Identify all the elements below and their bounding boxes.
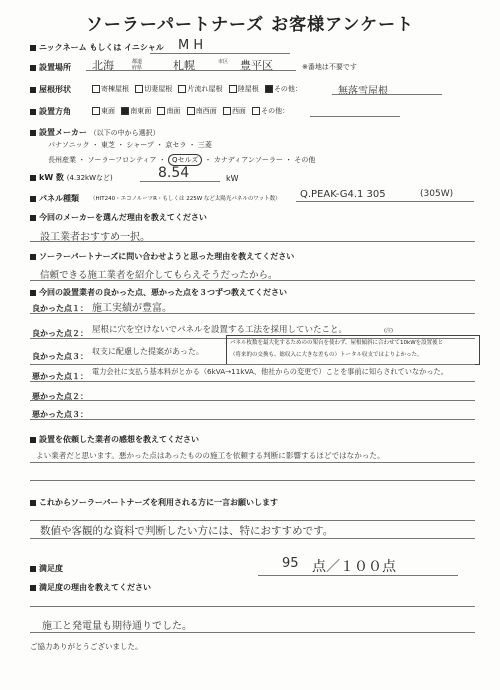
maker-row2: 長州産業 ・ ソーラーフロンティア ・ Qセルズ ・ カナディアンソーラー ・ その他: [48, 156, 316, 164]
roof-options: 寄棟屋根 切妻屋根 片流れ屋根 陸屋根 その他：: [88, 84, 302, 94]
pref-unit: 都道府県: [132, 59, 143, 71]
roof-opt-0-checkbox[interactable]: [92, 85, 100, 93]
good-box-line-1: パネル枚数を最大化するためのの架台を使わず、屋根傾斜に合わせて10kWを設置後と: [230, 340, 444, 346]
roof-opt-3-checkbox[interactable]: [229, 85, 237, 93]
satisfaction-value[interactable]: 95: [282, 556, 299, 571]
q-impression-label: 設置を依頼した業者の感想を教えてください: [30, 434, 199, 445]
roof-opt-1-checkbox[interactable]: [135, 85, 143, 93]
q-reason-sp-answer[interactable]: 信頼できる施工業者を紹介してもらえそうだったから。: [40, 270, 278, 281]
dir-opt-4-checkbox[interactable]: [223, 107, 231, 115]
dir-other-checkbox[interactable]: [252, 107, 260, 115]
direction-options: 東面 南東面 南面 南西面 西面 その他：: [88, 106, 289, 116]
satisfaction-label: 満足度: [30, 563, 63, 574]
kw-label: kW 数 (4.32kWなど): [30, 172, 113, 183]
thanks-text: ご協力ありがとうございました。: [30, 642, 143, 651]
good2-label: 良かった点２：: [32, 329, 88, 338]
location-label: 設置場所: [30, 62, 71, 73]
bad2-label: 悪かった点２：: [32, 392, 88, 401]
q-points-label: 今回の設置業者の良かった点、悪かった点を３つずつ教えてください: [30, 287, 287, 298]
q-sat-reason-answer[interactable]: 施工と発電量も期待通りでした。: [42, 621, 192, 632]
pref-value[interactable]: 北海: [92, 59, 114, 72]
kw-unit: kW: [226, 174, 239, 183]
q-comment-answer[interactable]: 数値や客観的な資料で判断したい方には、特におすすめです。: [40, 525, 334, 537]
good3-label: 良かった点３：: [32, 352, 88, 361]
good1-answer[interactable]: 施工実績が豊富。: [92, 303, 172, 314]
dir-opt-0-checkbox[interactable]: [92, 107, 100, 115]
nickname-label: ニックネーム もしくは イニシャル: [30, 42, 164, 53]
bad1-label: 悪かった点１：: [32, 372, 88, 381]
dir-opt-3-checkbox[interactable]: [187, 107, 195, 115]
good3-answer[interactable]: 収支に配慮した提案があった。: [92, 347, 204, 356]
location-note: ※番地は不要です: [302, 63, 357, 71]
page-title: ソーラーパートナーズ お客様アンケート: [85, 15, 415, 35]
good1-label: 良かった点１：: [32, 304, 88, 313]
bad1-answer[interactable]: 電力会社に支払う基本料がとかる（6kVA→11kVA、他社からの変更で）ことを事前に知らされていなかった。: [92, 367, 448, 376]
roof-other-checkbox[interactable]: [265, 85, 273, 93]
maker-label: 設置メーカー （以下の中から選択）: [30, 127, 160, 138]
bad3-label: 悪かった点３：: [32, 410, 88, 419]
satisfaction-suffix: 点／１００点: [312, 559, 396, 575]
city-value[interactable]: 札幌: [173, 59, 195, 72]
dir-opt-2-checkbox[interactable]: [157, 107, 165, 115]
q-reason-sp-label: ソーラーパートナーズに問い合わせようと思った理由を教えてください: [30, 251, 294, 262]
nickname-value[interactable]: M H: [178, 38, 204, 53]
q-comment-label: これからソーラーパートナーズを利用される方に一言お願いします: [30, 497, 278, 508]
direction-label: 設置方角: [30, 106, 71, 117]
dir-opt-1-checkbox[interactable]: [121, 107, 129, 115]
town-value[interactable]: 豊平区: [240, 59, 273, 72]
panel-note: （HIT240・エコノルーツR・もしくは 225W など太陽光パネルのワット数）: [90, 196, 281, 202]
panel-value-2: (305W): [420, 189, 454, 199]
panel-value[interactable]: Q.PEAK-G4.1 305: [300, 189, 386, 200]
good-box-line-2: （将来的の交換も、総収入に大きな差もの）トータル収支ではよりよかった。: [230, 352, 423, 358]
panel-label: パネル種類: [30, 193, 79, 204]
roof-other-value[interactable]: 無落雪屋根: [338, 86, 388, 97]
good2-answer[interactable]: 屋根に穴を空けないでパネルを設置する工法を採用していたこと。: [92, 325, 348, 335]
q-sat-reason-label: 満足度の理由を教えてください: [30, 582, 151, 593]
maker-selected-ring[interactable]: Qセルズ: [168, 154, 202, 166]
maker-row1: パナソニック ・ 東芝 ・ シャープ ・ 京セラ ・ 三菱: [48, 141, 212, 149]
kw-value[interactable]: 8.54: [158, 165, 190, 181]
q-reason-maker-answer[interactable]: 設工業者おすすめ一択。: [40, 232, 151, 243]
q-impression-answer[interactable]: よい業者だと思います。悪かった点はあったものの施工を依頼する判断に影響するほどではなかった。: [36, 451, 385, 460]
q-reason-maker-label: 今回のメーカーを選んだ理由を教えてください: [30, 212, 207, 223]
roof-opt-2-checkbox[interactable]: [178, 85, 186, 93]
city-unit: 市区: [218, 59, 229, 65]
good2-extra: (注): [384, 328, 393, 334]
roof-label: 屋根形状: [30, 84, 71, 95]
